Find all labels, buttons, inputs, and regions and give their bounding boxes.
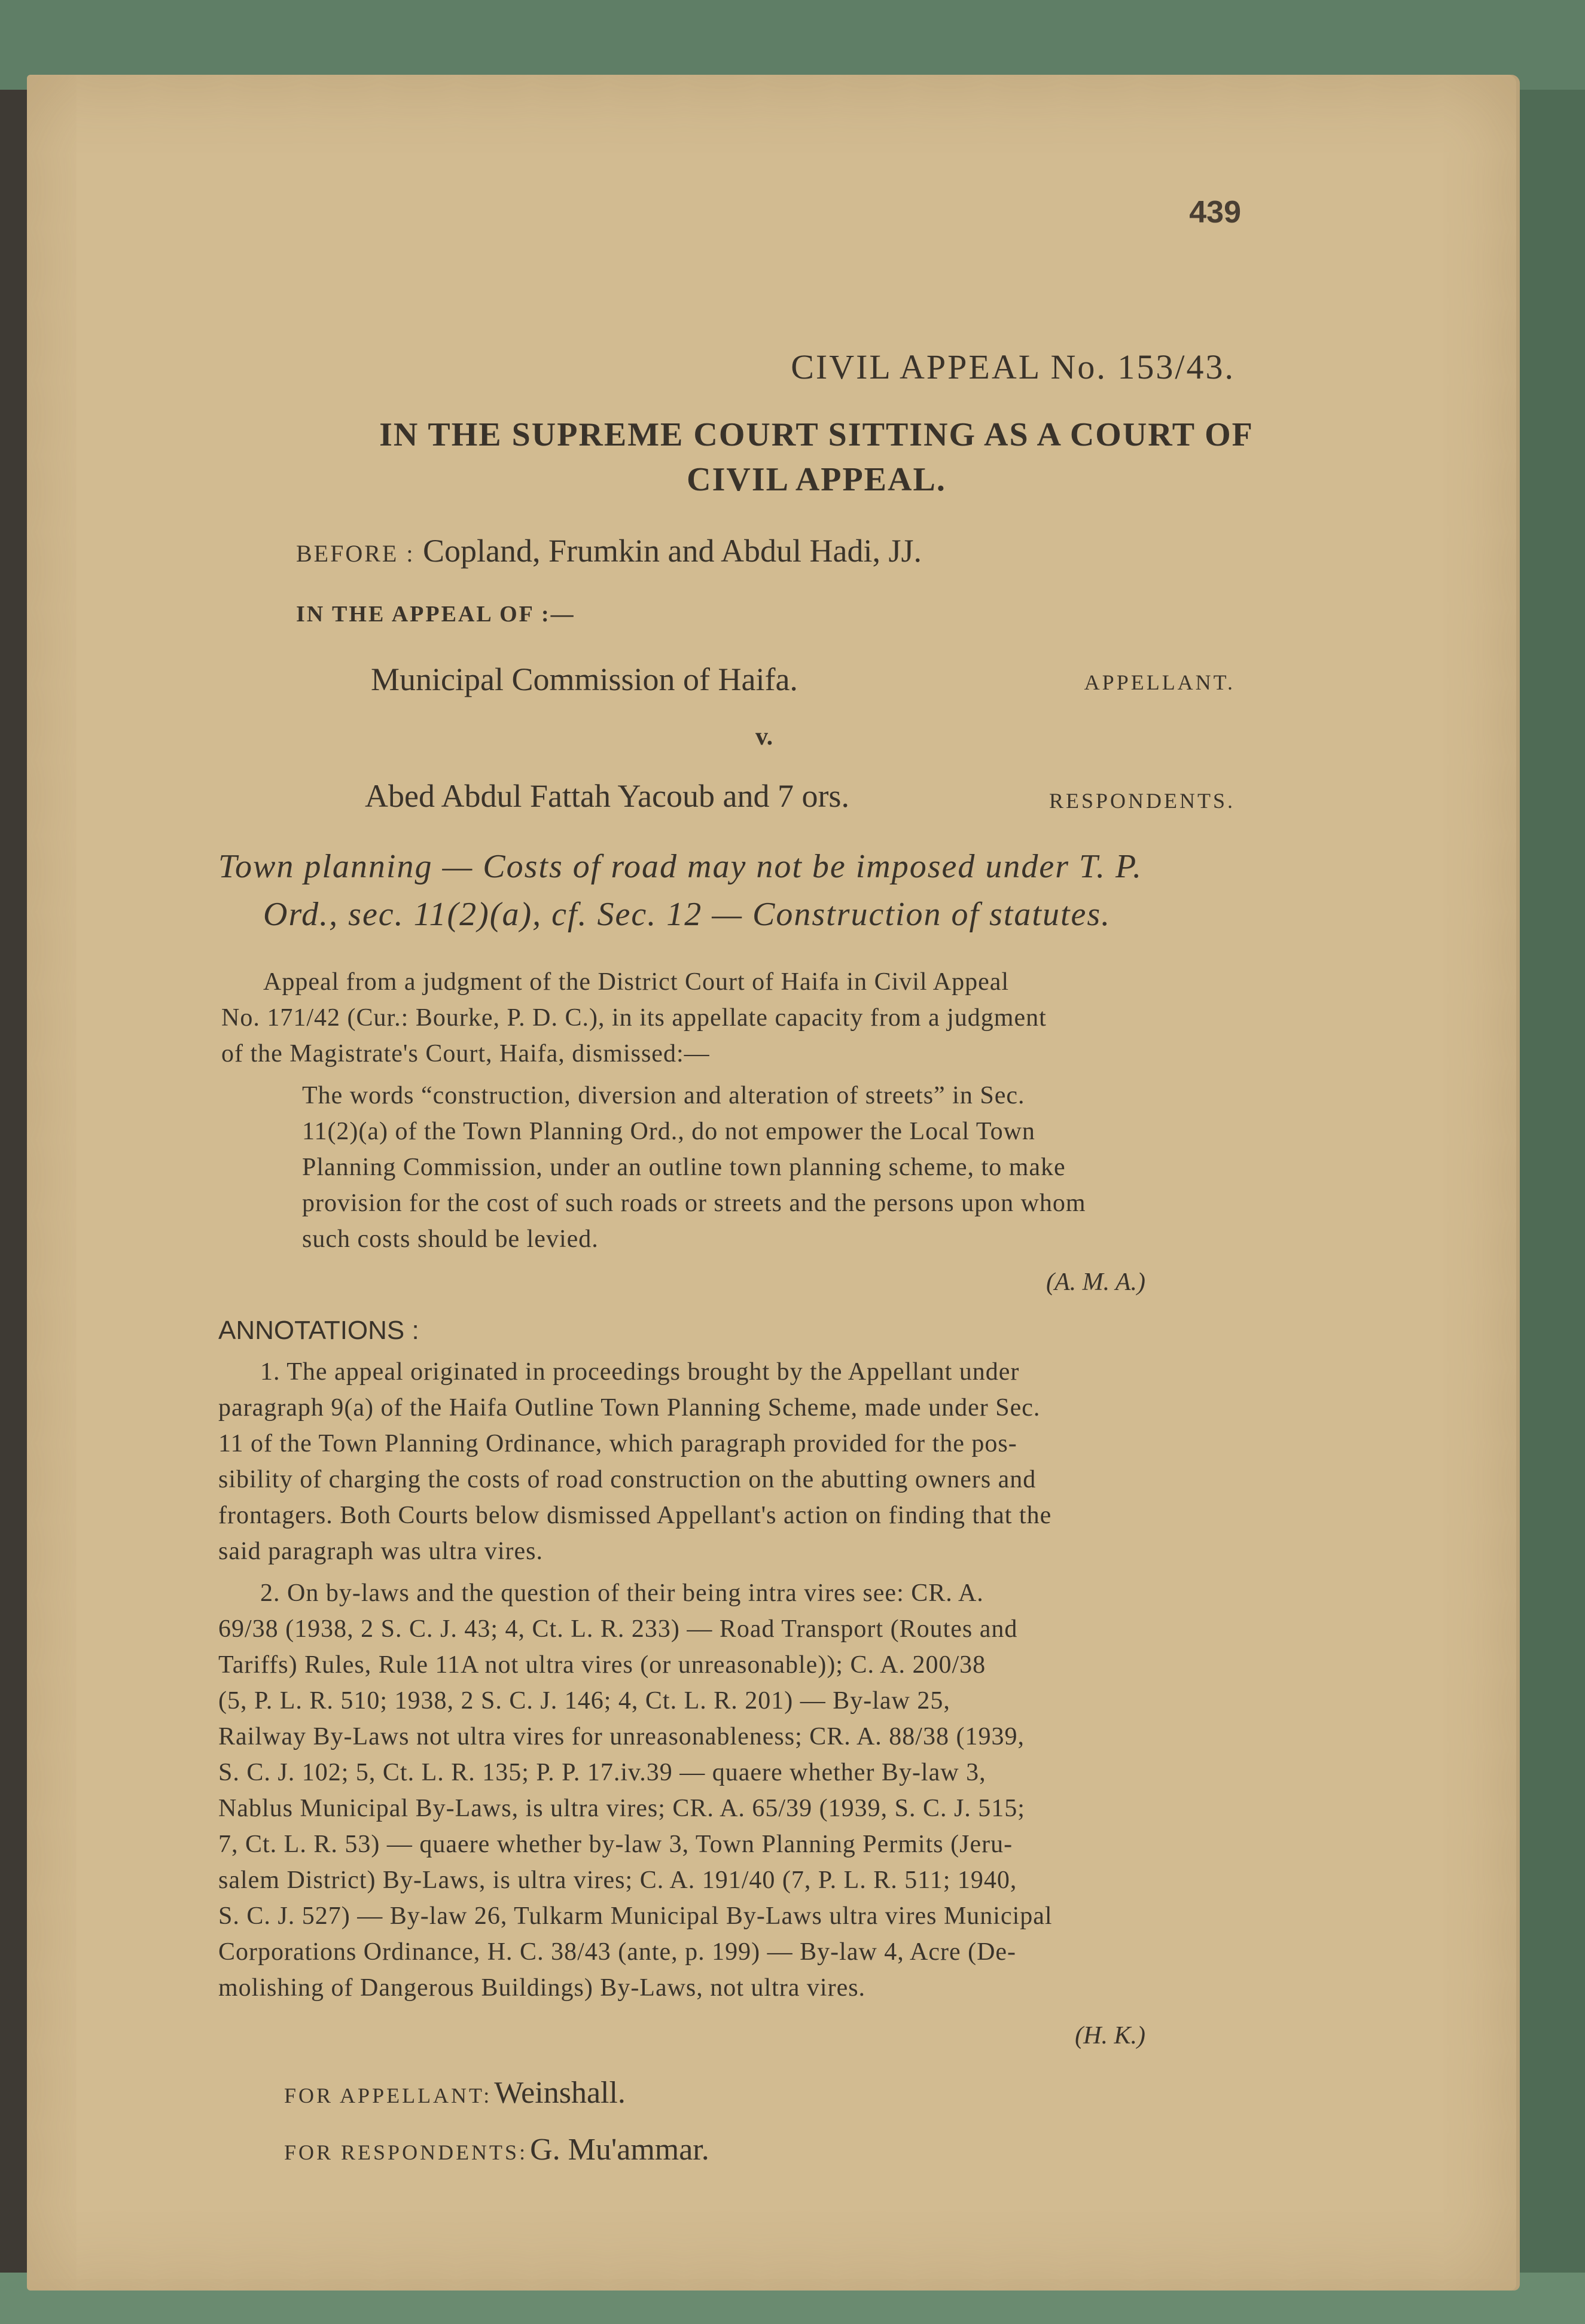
- case-number: CIVIL APPEAL No. 153/43.: [791, 347, 1235, 386]
- annotation-2-line: S. C. J. 527) — By-law 26, Tulkarm Municipal By-Laws ultra vires Municipal: [218, 1902, 1053, 1930]
- counsel-appellant-label: FOR APPELLANT:: [284, 2084, 492, 2108]
- counsel-appellant: [284, 2075, 626, 2110]
- in-the-appeal-of: IN THE APPEAL OF :—: [296, 602, 575, 627]
- holding-line: Planning Commission, under an outline town planning scheme, to make: [302, 1154, 1066, 1181]
- annotation-1-line: 1. The appeal originated in proceedings brought by the Appellant under: [260, 1358, 1020, 1386]
- annotation-1-line: paragraph 9(a) of the Haifa Outline Town Planning Scheme, made under Sec.: [218, 1394, 1041, 1422]
- annotation-2-line: salem District) By-Laws, is ultra vires; C. A. 191/40 (7, P. L. R. 511; 1940,: [218, 1866, 1017, 1894]
- annotation-1-line: said paragraph was ultra vires.: [218, 1538, 543, 1565]
- annotation-2-line: molishing of Dangerous Buildings) By-Laws, not ultra vires.: [218, 1974, 866, 2002]
- counsel-respondents: [284, 2132, 709, 2167]
- holding-line: provision for the cost of such roads or streets and the persons upon whom: [302, 1190, 1086, 1217]
- court-title-line-1: IN THE SUPREME COURT SITTING AS A COURT OF: [379, 416, 1254, 453]
- court-title-line-2: CIVIL APPEAL.: [687, 461, 946, 498]
- annotation-1-line: 11 of the Town Planning Ordinance, which paragraph provided for the pos-: [218, 1430, 1017, 1457]
- annotation-1-line: sibility of charging the costs of road construction on the abutting owners and: [218, 1466, 1037, 1493]
- appellant-role: APPELLANT.: [1084, 670, 1235, 694]
- annotation-2-line: Railway By-Laws not ultra vires for unreasonableness; CR. A. 88/38 (1939,: [218, 1723, 1025, 1750]
- holding-line: 11(2)(a) of the Town Planning Ord., do not empower the Local Town: [302, 1118, 1035, 1145]
- annotation-2-line: S. C. J. 102; 5, Ct. L. R. 135; P. P. 17.iv.39 — quaere whether By-law 3,: [218, 1759, 986, 1786]
- counsel-respondents-name: G. Mu'ammar.: [530, 2133, 709, 2167]
- appellant-name: Municipal Commission of Haifa.: [371, 661, 798, 697]
- counsel-respondents-label: FOR RESPONDENTS:: [284, 2140, 528, 2164]
- annotations-initials: (H. K.): [1075, 2022, 1145, 2049]
- respondents-name: Abed Abdul Fattah Yacoub and 7 ors.: [365, 778, 849, 814]
- respondents-role: RESPONDENTS.: [1048, 789, 1235, 813]
- annotation-2-line: Nablus Municipal By-Laws, is ultra vires; CR. A. 65/39 (1939, S. C. J. 515;: [218, 1795, 1025, 1822]
- annotation-2-line: 69/38 (1938, 2 S. C. J. 43; 4, Ct. L. R. 233) — Road Transport (Routes and: [218, 1615, 1018, 1643]
- annotation-2-line: 2. On by-laws and the question of their being intra vires see: CR. A.: [260, 1579, 984, 1607]
- holding-initials: (A. M. A.): [1046, 1268, 1145, 1296]
- annotation-2-line: Corporations Ordinance, H. C. 38/43 (ante, p. 199) — By-law 4, Acre (De-: [218, 1938, 1017, 1966]
- annotations-heading: ANNOTATIONS :: [218, 1316, 419, 1345]
- intro-line: No. 171/42 (Cur.: Bourke, P. D. C.), in its appellate capacity from a judgment: [221, 1004, 1047, 1032]
- versus: v.: [755, 723, 773, 751]
- annotation-1-line: frontagers. Both Courts below dismissed Appellant's action on finding that the: [218, 1502, 1052, 1529]
- intro-line: Appeal from a judgment of the District Court of Haifa in Civil Appeal: [263, 968, 1010, 996]
- annotation-2-line: 7, Ct. L. R. 53) — quaere whether by-law 3, Town Planning Permits (Jeru-: [218, 1831, 1013, 1858]
- holding-line: The words “construction, diversion and alteration of streets” in Sec.: [302, 1082, 1025, 1109]
- annotation-2-line: Tariffs) Rules, Rule 11A not ultra vires (or unreasonable)); C. A. 200/38: [218, 1651, 986, 1679]
- intro-line: of the Magistrate's Court, Haifa, dismissed:—: [221, 1040, 710, 1068]
- judges: Copland, Frumkin and Abdul Hadi, JJ.: [422, 533, 922, 569]
- annotation-2-line: (5, P. L. R. 510; 1938, 2 S. C. J. 146; 4, Ct. L. R. 201) — By-law 25,: [218, 1687, 950, 1715]
- bench: [296, 532, 922, 569]
- before-label: BEFORE :: [296, 540, 415, 567]
- counsel-appellant-name: Weinshall.: [494, 2076, 626, 2110]
- holding-line: such costs should be levied.: [302, 1225, 599, 1253]
- page-number: 439: [1189, 195, 1241, 230]
- headnote-line: Town planning — Costs of road may not be imposed under T. P.: [218, 848, 1143, 885]
- document-page: [27, 75, 1516, 2291]
- headnote-line: Ord., sec. 11(2)(a), cf. Sec. 12 — Construction of statutes.: [263, 896, 1111, 933]
